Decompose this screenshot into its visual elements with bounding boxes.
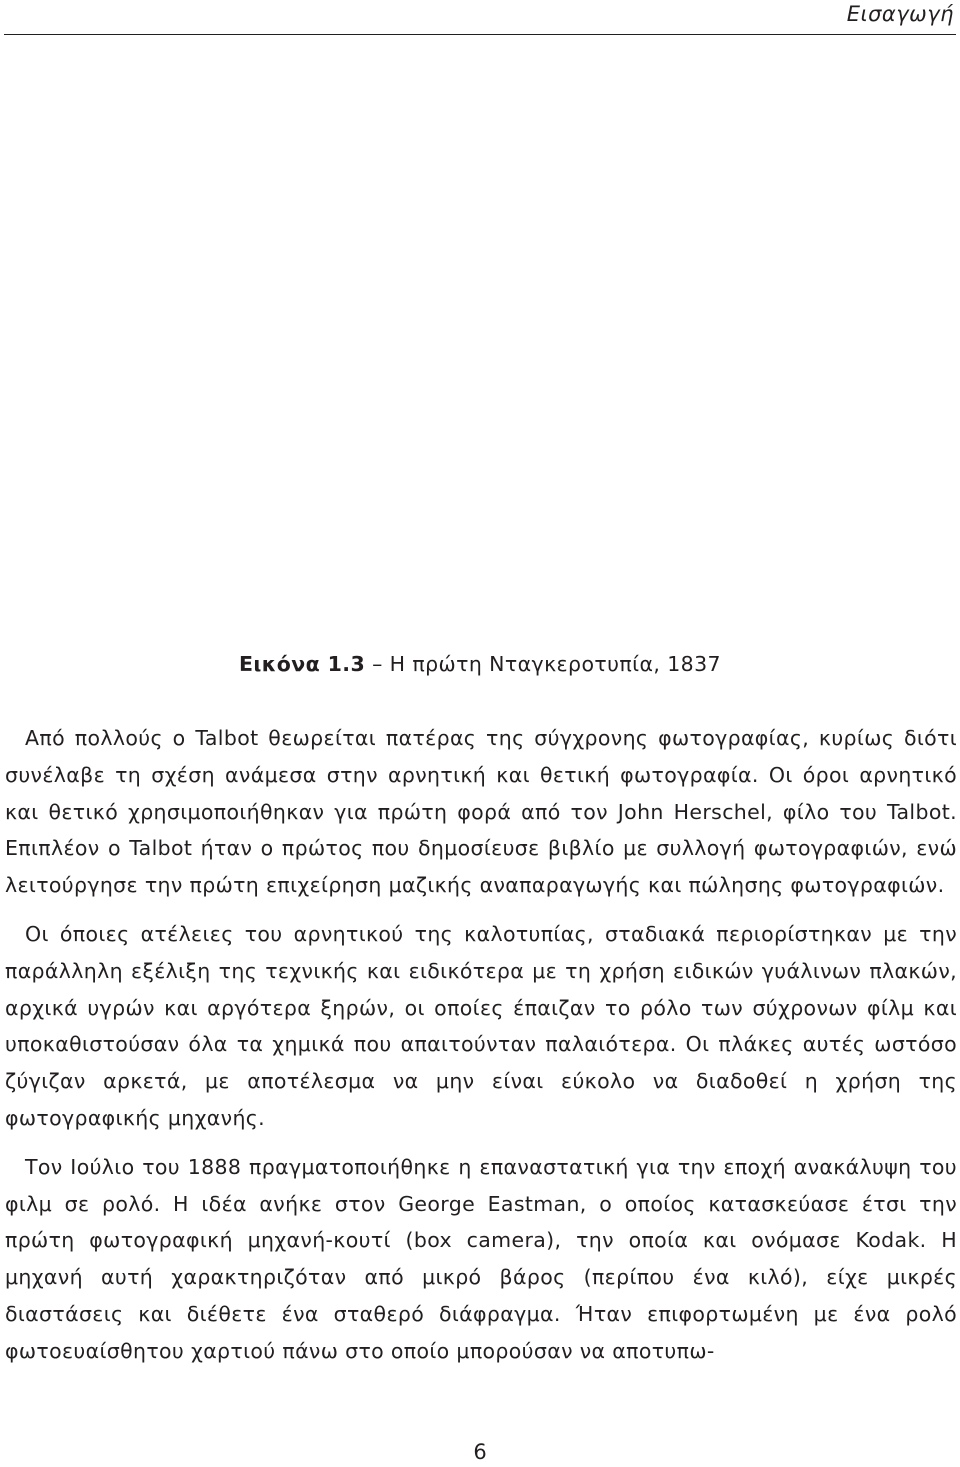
figure-placeholder — [4, 40, 956, 640]
figure-caption-text: – Η πρώτη Νταγκεροτυπία, 1837 — [365, 652, 721, 676]
body-text — [5, 720, 957, 1382]
running-header: Εισαγωγή — [846, 2, 954, 26]
page-number: 6 — [473, 1440, 487, 1464]
paragraph-1: Από πολλούς ο Talbot θεωρείται πατέρας της σύγχρονης φωτογραφίας, κυρίως διότι συνέλαβε τη σχέση ανάμεσα στην αρνητική και θετική φωτογραφία. Οι όροι αρνητικό και θετικό χρησιμοποιήθηκαν για πρώτη φορά από τον John Herschel, φίλο του Talbot. Επιπλέον ο Talbot ήταν ο πρώτος που δημοσίευσε βιβλίο με συλλογή φωτογραφιών, ενώ λειτούργησε την πρώτη επιχείρηση μαζικής αναπαραγωγής και πώλησης φωτογραφιών. — [5, 726, 957, 898]
figure-caption-label: Εικόνα 1.3 — [239, 652, 366, 676]
paragraph-2: Οι όποιες ατέλειες του αρνητικού της καλοτυπίας, σταδιακά περιορίστηκαν με την παράλληλη εξέλιξη της τεχνικής και ειδικότερα με τη χρήση ειδικών γυάλινων πλακών, αρχικά υγρών και αργότερα ξηρών, οι οποίες έπαιζαν το ρόλο των σύχρονων φίλμ και υποκαθιστούσαν όλα τα χημικά που απαιτούνταν παλαιότερα. Οι πλάκες αυτές ωστόσο ζύγιζαν αρκετά, με αποτέλεσμα να μην είναι εύκολο να διαδοθεί η χρήση της φωτογραφικής μηχανής. — [5, 921, 957, 1130]
header-rule — [4, 34, 956, 35]
figure-caption — [0, 652, 960, 676]
paragraph-3: Τον Ιούλιο του 1888 πραγματοποιήθηκε η επαναστατική για την εποχή ανακάλυψη του φιλμ σε ρολό. Η ιδέα ανήκε στον George Eastman, ο οποίος κατασκεύασε έτσι την πρώτη φωτογραφική μηχανή-κουτί (box camera), την οποία και ονόμασε Kodak. Η μηχανή αυτή χαρακτηριζόταν από μικρό βάρος (περίπου ένα κιλό), είχε μικρές διαστάσεις και διέθετε ένα σταθερό διάφραγμα. Ήταν επιφορτωμένη με ένα ρολό φωτοευαίσθητου χαρτιού πάνω στο οποίο μπορούσαν να αποτυπω- — [5, 1154, 957, 1363]
